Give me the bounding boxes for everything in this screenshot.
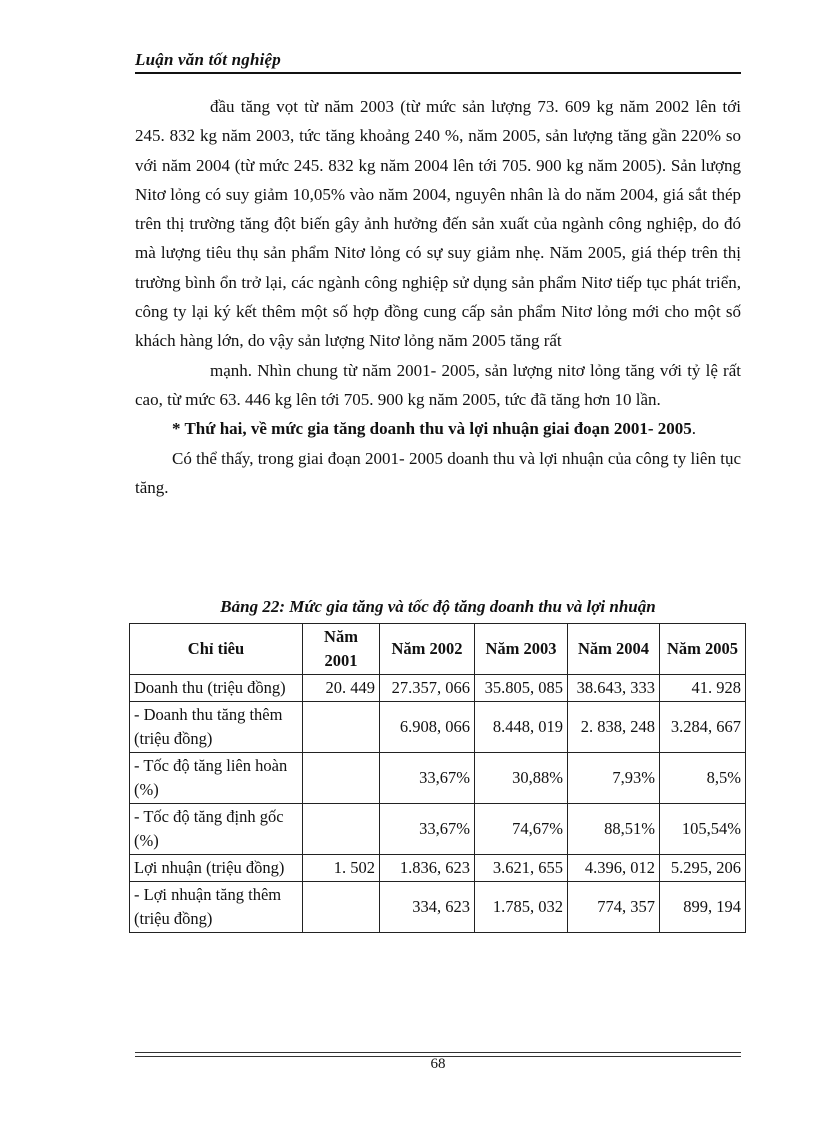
table-cell: 27.357, 066: [380, 675, 475, 702]
header-cell: Năm 2003: [475, 624, 568, 675]
header-cell: Năm 2001: [303, 624, 380, 675]
section-heading: * Thứ hai, về mức gia tăng doanh thu và lợi nhuận giai đoạn 2001- 2005: [172, 419, 692, 439]
table-cell: 30,88%: [475, 753, 568, 804]
table-cell: 3.284, 667: [660, 702, 746, 753]
table-cell: 899, 194: [660, 882, 746, 933]
table-row: [130, 882, 746, 933]
row-label: - Tốc độ tăng định gốc (%): [130, 804, 303, 855]
table-row: [130, 753, 746, 804]
table-cell: [303, 702, 380, 753]
table-row: [130, 675, 746, 702]
revenue-profit-table: [129, 623, 746, 933]
table-row: [130, 855, 746, 882]
page-number: 68: [430, 1056, 446, 1072]
table-cell: 4.396, 012: [568, 855, 660, 882]
table-row: [130, 702, 746, 753]
header-cell: Năm 2005: [660, 624, 746, 675]
header-cell: Năm 2002: [380, 624, 475, 675]
table-row: [130, 804, 746, 855]
table-cell: 1.785, 032: [475, 882, 568, 933]
footer-rule: [135, 1052, 741, 1053]
table-cell: 1. 502: [303, 855, 380, 882]
table-cell: [303, 804, 380, 855]
table-cell: 3.621, 655: [475, 855, 568, 882]
table-cell: 33,67%: [380, 753, 475, 804]
table-caption: Bảng 22: Mức gia tăng và tốc độ tăng doanh thu và lợi nhuận: [220, 597, 656, 616]
page-header-title: Luận văn tốt nghiệp: [135, 50, 281, 69]
header-cell: Năm 2004: [568, 624, 660, 675]
paragraph-2: mạnh. Nhìn chung từ năm 2001- 2005, sản lượng nitơ lỏng tăng với tỷ lệ rất cao, từ mức 63. 446 kg lên tới 705. 900 kg năm 2005, tức đã tăng hơn 10 lần.: [135, 360, 741, 409]
table-cell: [303, 882, 380, 933]
table-cell: [303, 753, 380, 804]
row-label: - Lợi nhuận tăng thêm (triệu đồng): [130, 882, 303, 933]
table-cell: 41. 928: [660, 675, 746, 702]
paragraph-1: đầu tăng vọt từ năm 2003 (từ mức sản lượng 73. 609 kg năm 2002 lên tới 245. 832 kg năm 2003, tức tăng khoảng 240 %, năm 2005, sản lượng tăng gần 220% so với năm 2004 (từ mức 245. 832 kg năm 2004 lên tới 705. 900 kg năm 2005). Sản lượng Nitơ lỏng có suy giảm 10,05% vào năm 2004, nguyên nhân là do năm 2004, giá sắt thép trên thị trường tăng đột biến gây ảnh hưởng đến sản xuất của ngành công nghiệp, do đó mà lượng tiêu thụ sản phẩm Nitơ lỏng có sự suy giảm nhẹ. Năm 2005, giá thép trên thị trường bình ổn trở lại, các ngành công nghiệp sử dụng sản phẩm Nitơ tiếp tục phát triển, công ty lại ký kết thêm một số hợp đồng cung cấp sản phẩm Nitơ lỏng mới cho một số khách hàng lớn, do vậy sản lượng Nitơ lỏng năm 2005 tăng rất: [135, 97, 741, 351]
body-text: [135, 92, 741, 502]
table-cell: 38.643, 333: [568, 675, 660, 702]
table-cell: 74,67%: [475, 804, 568, 855]
table-cell: 8,5%: [660, 753, 746, 804]
table-cell: 105,54%: [660, 804, 746, 855]
table-cell: 6.908, 066: [380, 702, 475, 753]
table-cell: 88,51%: [568, 804, 660, 855]
table-header-row: [130, 624, 746, 675]
table-cell: 33,67%: [380, 804, 475, 855]
row-label: - Tốc độ tăng liên hoàn (%): [130, 753, 303, 804]
row-label: - Doanh thu tăng thêm (triệu đồng): [130, 702, 303, 753]
header-cell: Chỉ tiêu: [130, 624, 303, 675]
table-cell: 35.805, 085: [475, 675, 568, 702]
table-cell: 2. 838, 248: [568, 702, 660, 753]
table-cell: 20. 449: [303, 675, 380, 702]
table-cell: 334, 623: [380, 882, 475, 933]
header-rule: [135, 72, 741, 74]
row-label: Lợi nhuận (triệu đồng): [130, 855, 303, 882]
row-label: Doanh thu (triệu đồng): [130, 675, 303, 702]
paragraph-4: Có thể thấy, trong giai đoạn 2001- 2005 doanh thu và lợi nhuận của công ty liên tục tăng.: [135, 448, 741, 497]
table-cell: 1.836, 623: [380, 855, 475, 882]
table-cell: 7,93%: [568, 753, 660, 804]
section-heading-period: .: [691, 419, 697, 439]
paragraph-3: [135, 414, 741, 443]
table-cell: 5.295, 206: [660, 855, 746, 882]
table-cell: 774, 357: [568, 882, 660, 933]
table-cell: 8.448, 019: [475, 702, 568, 753]
